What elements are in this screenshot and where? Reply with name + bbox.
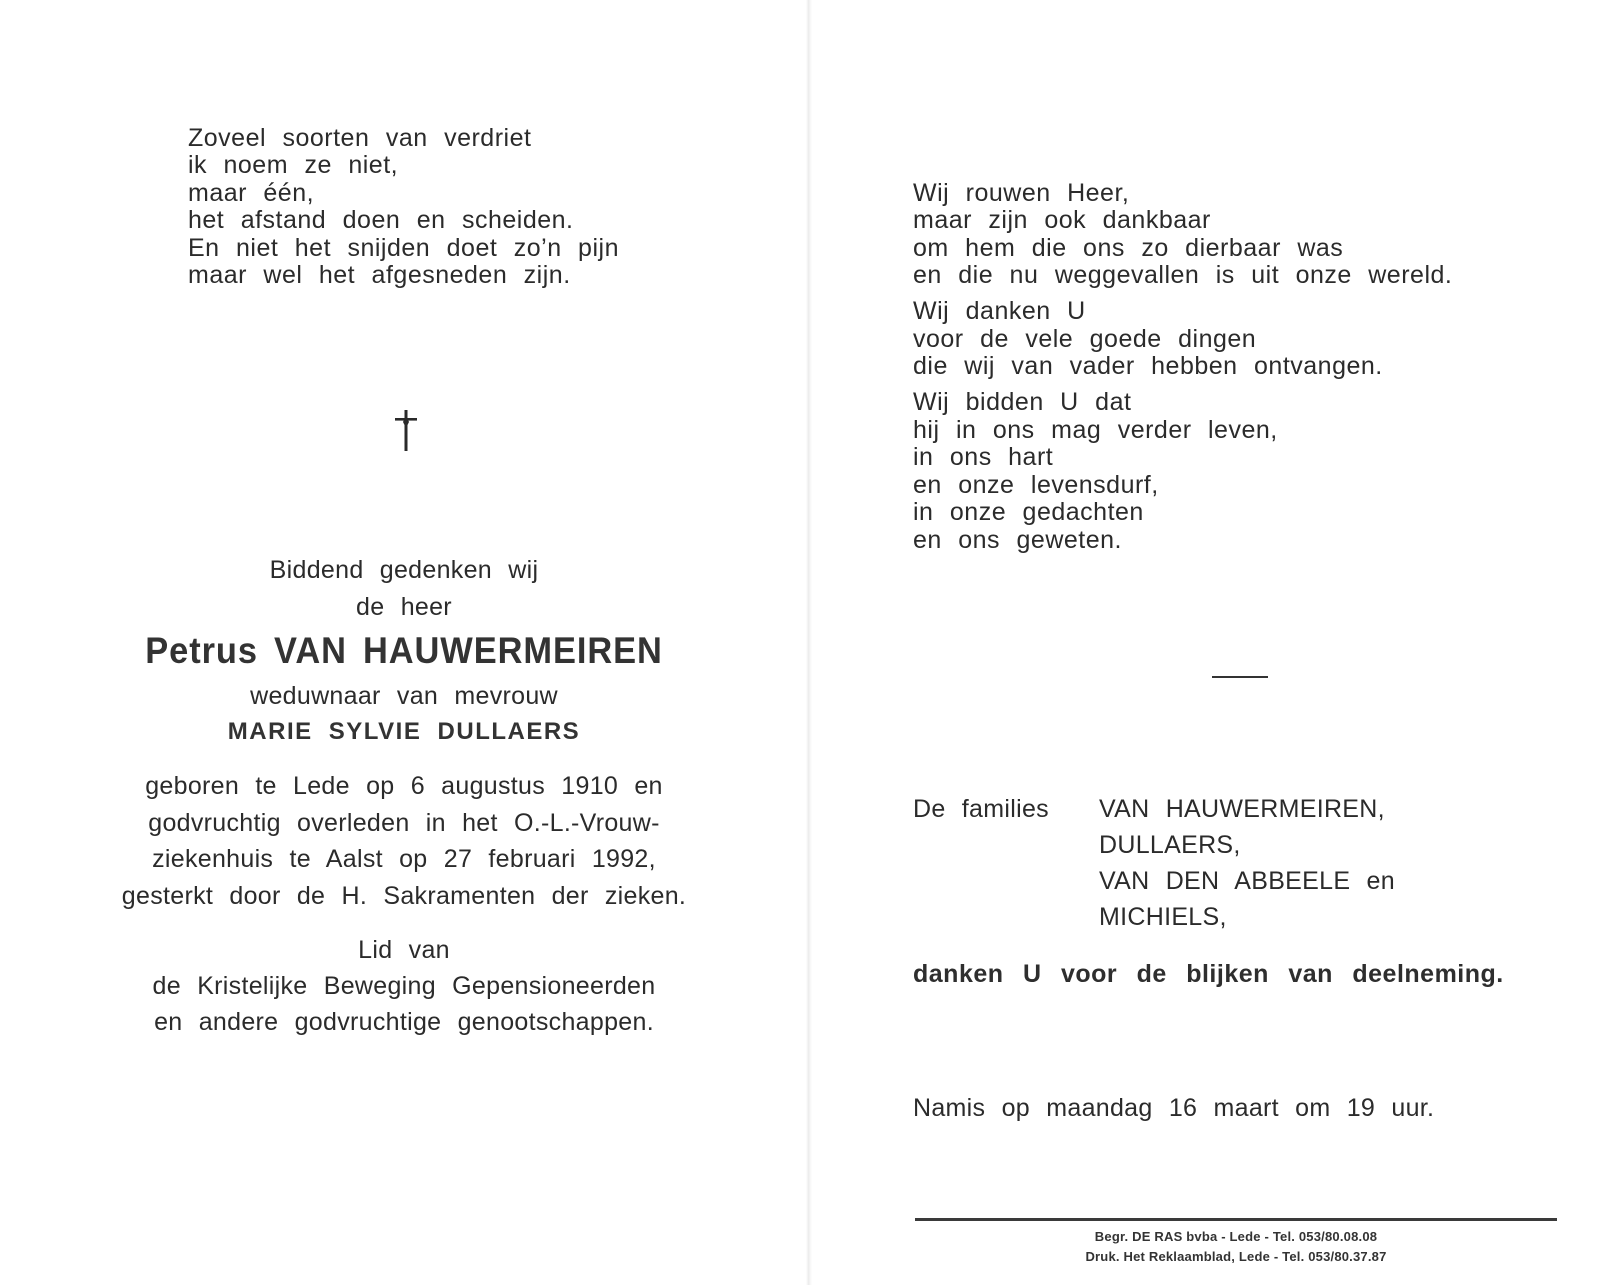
widower-of-text: weduwnaar van mevrouw (250, 682, 558, 710)
family-name: MICHIELS, (1099, 903, 1227, 931)
card-fold (806, 0, 812, 1285)
membership-line: Lid van (358, 936, 450, 964)
prayer-line: Wij rouwen Heer, (913, 179, 1130, 207)
prayer-line: en die nu weggevallen is uit onze wereld. (913, 261, 1453, 289)
prayer-line: die wij van vader hebben ontvangen. (913, 352, 1383, 380)
poem-line: het afstand doen en scheiden. (188, 206, 574, 234)
salutation-text: de heer (356, 593, 452, 621)
poem-line: En niet het snijden doet zo’n pijn (188, 234, 619, 262)
prayer-line: en ons geweten. (913, 526, 1122, 554)
prayer-line: en onze levensdurf, (913, 471, 1159, 499)
poem-line: maar wel het afgesneden zijn. (188, 261, 571, 289)
membership-line: de Kristelijke Beweging Gepensioneerden (152, 972, 656, 1000)
families-intro: De families (913, 795, 1049, 823)
poem-line: Zoveel soorten van verdriet (188, 124, 532, 152)
prayer-line: voor de vele goede dingen (913, 325, 1257, 353)
deceased-name: Petrus VAN HAUWERMEIREN (145, 630, 663, 671)
family-name: VAN HAUWERMEIREN, (1099, 795, 1385, 823)
life-details-line: gesterkt door de H. Sakramenten der zieken. (121, 882, 687, 910)
thanks-text: danken U voor de blijken van deelneming. (913, 960, 1504, 988)
family-name: DULLAERS, (1099, 831, 1241, 859)
printer-line: Begr. DE RAS bvba - Lede - Tel. 053/80.08.08 (1094, 1229, 1378, 1244)
prayer-line: in ons hart (913, 443, 1054, 471)
membership-line: en andere godvruchtige genootschappen. (154, 1008, 654, 1036)
life-details-line: geboren te Lede op 6 augustus 1910 en (145, 772, 663, 800)
spouse-name: MARIE SYLVIE DULLAERS (227, 718, 581, 745)
cross-icon (392, 408, 420, 452)
family-name: VAN DEN ABBEELE en (1099, 867, 1395, 895)
prayer-line: Wij danken U (913, 297, 1086, 325)
prayer-line: maar zijn ook dankbaar (913, 206, 1211, 234)
prayer-line: in onze gedachten (913, 498, 1144, 526)
farewell-text: Namis op maandag 16 maart om 19 uur. (913, 1094, 1435, 1122)
poem-line: ik noem ze niet, (188, 151, 399, 179)
prayer-line: om hem die ons zo dierbaar was (913, 234, 1344, 262)
printer-line: Druk. Het Reklaamblad, Lede - Tel. 053/80.37.87 (1085, 1249, 1387, 1264)
separator-dash (1212, 676, 1268, 678)
life-details-line: godvruchtig overleden in het O.-L.-Vrouw- (148, 809, 660, 837)
poem-line: maar één, (188, 179, 315, 207)
life-details-line: ziekenhuis te Aalst op 27 februari 1992, (152, 845, 656, 873)
intro-text: Biddend gedenken wij (269, 556, 539, 584)
footer-rule (915, 1218, 1557, 1221)
prayer-line: Wij bidden U dat (913, 388, 1132, 416)
prayer-line: hij in ons mag verder leven, (913, 416, 1278, 444)
